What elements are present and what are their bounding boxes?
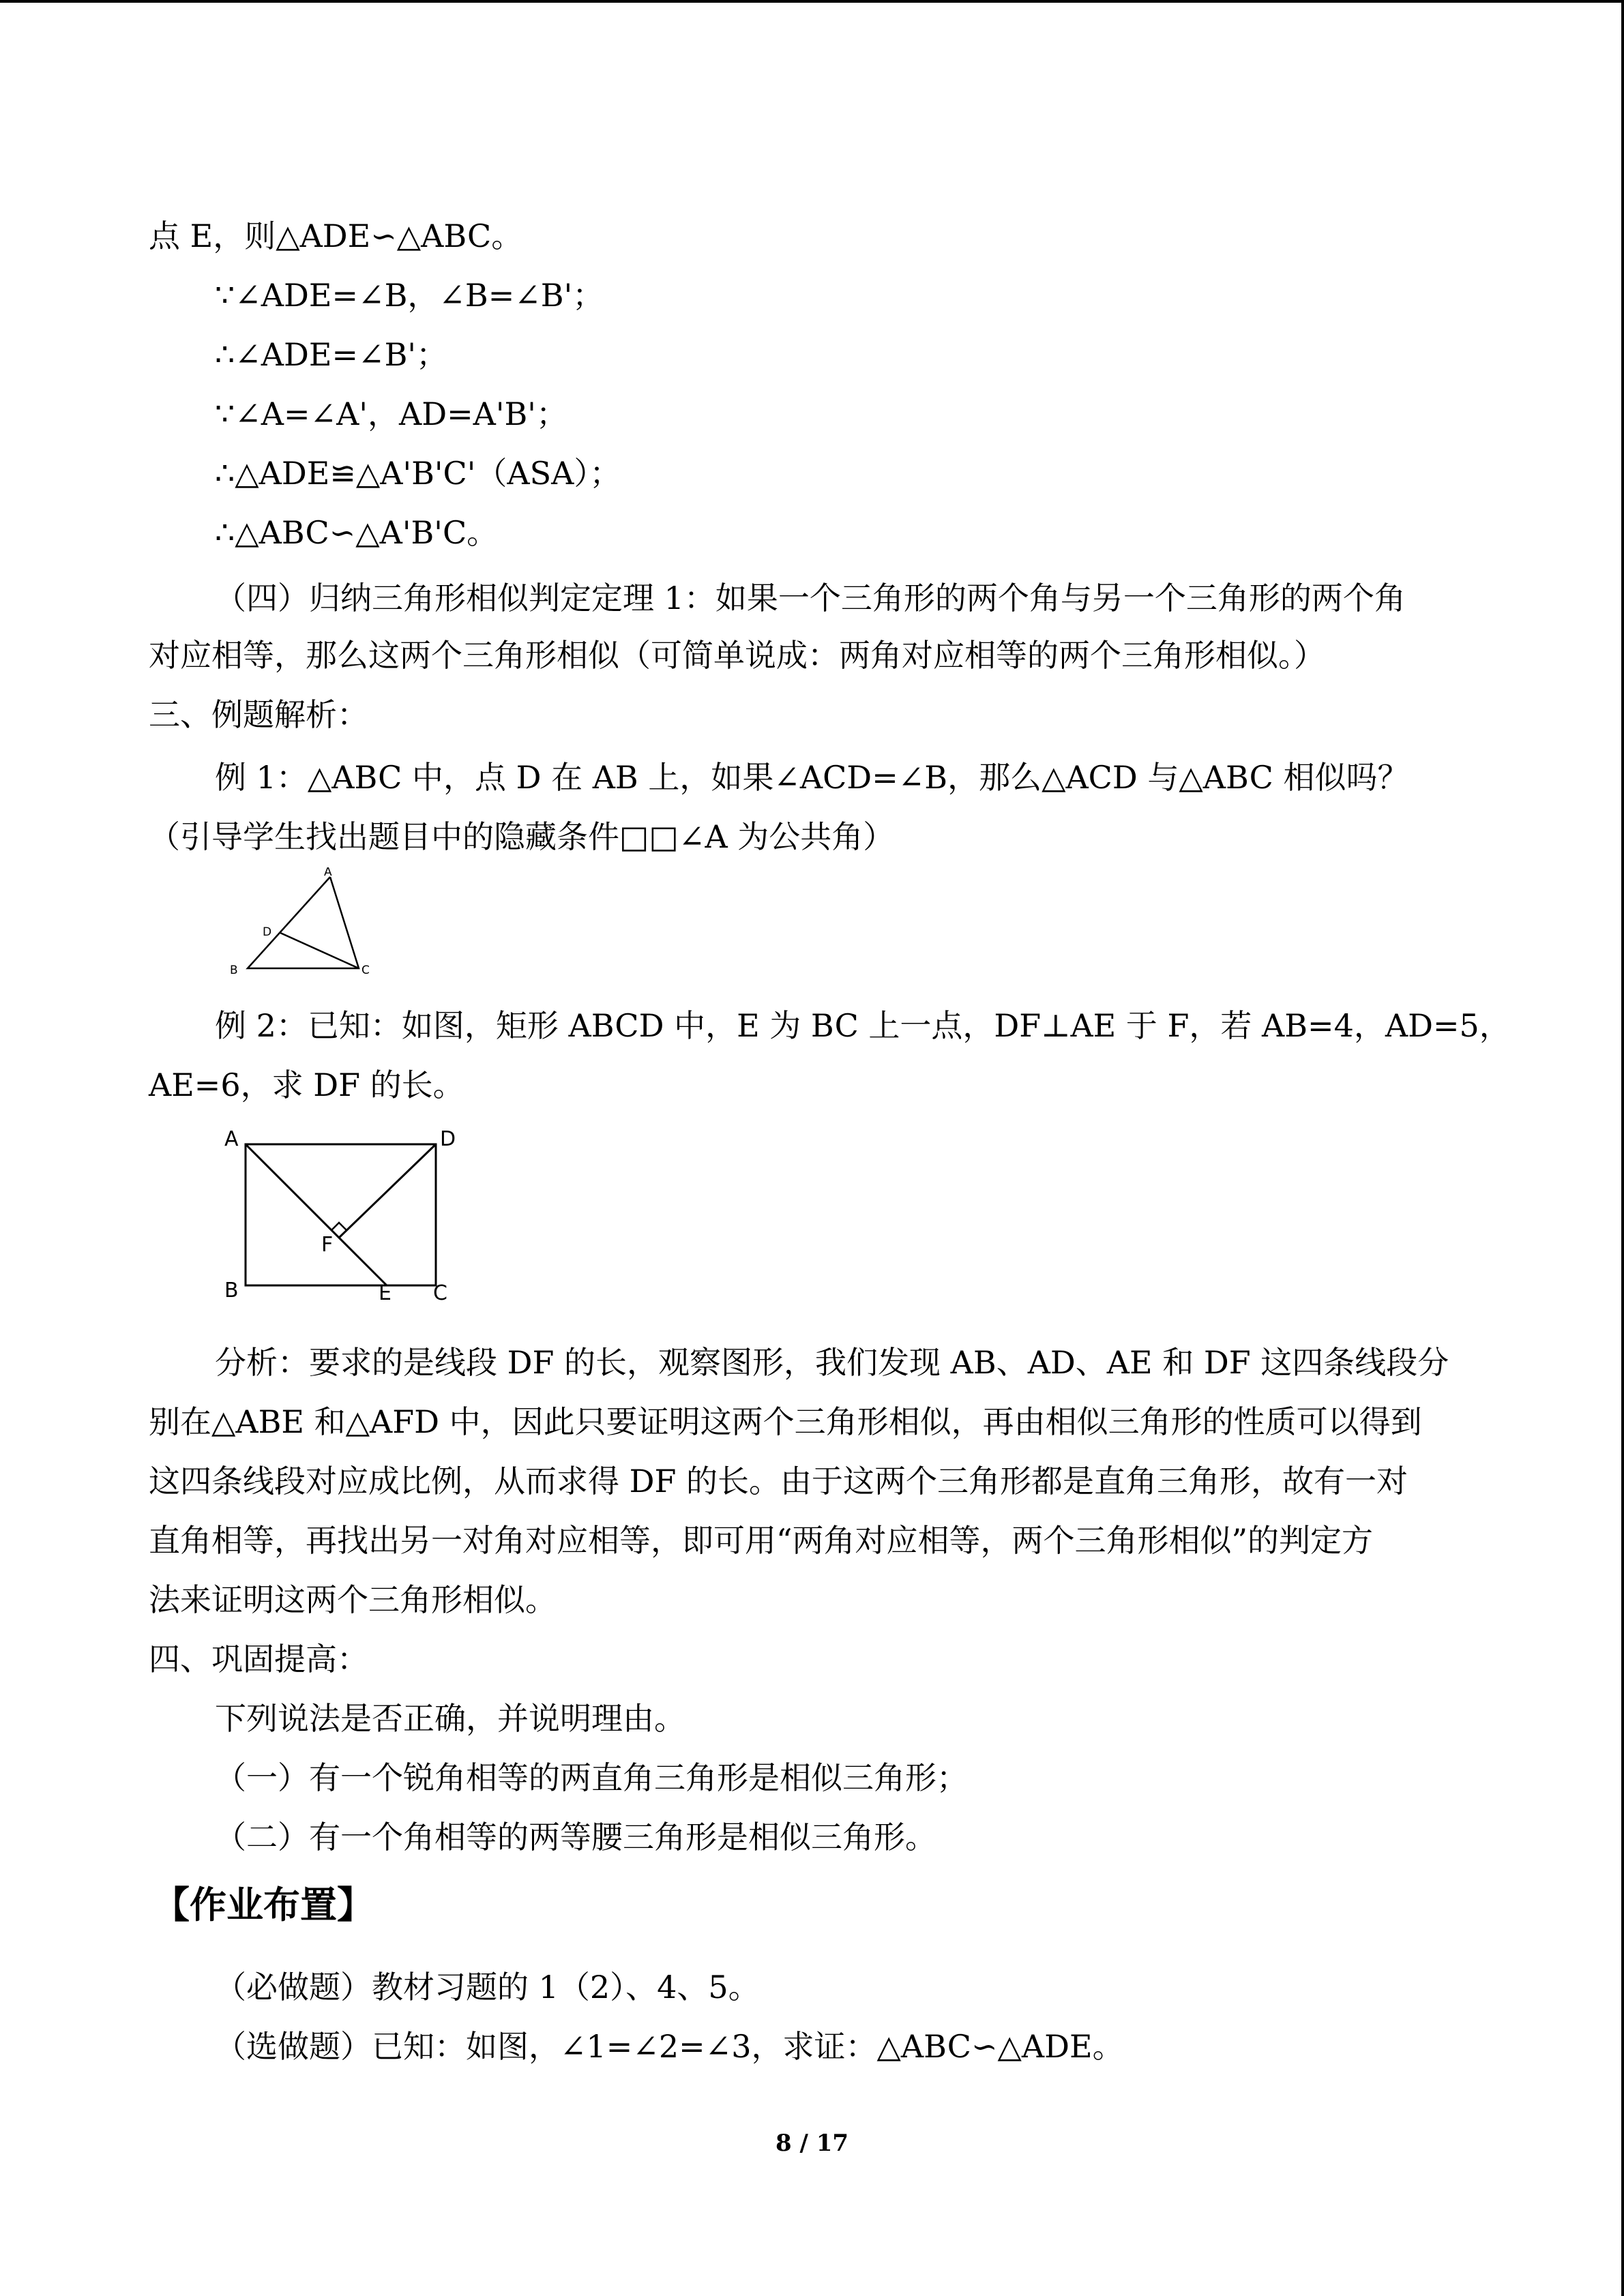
analysis-line: 分析：要求的是线段 DF 的长，观察图形，我们发现 AB、AD、AE 和 DF 这四条线段分: [215, 1344, 1449, 1381]
segment-df: [339, 1144, 436, 1238]
proof-line: ∴△ABC∽△A'B'C。: [215, 514, 499, 551]
proof-line: ∴△ADE≌△A'B'C'（ASA）；: [215, 455, 621, 492]
segment-cd: [280, 933, 359, 968]
proof-line: ∴∠ADE=∠B'；: [215, 336, 448, 373]
analysis-line: 直角相等，再找出另一对角对应相等，即可用“两角对应相等，两个三角形相似”的判定方: [149, 1522, 1374, 1559]
label-b: B: [230, 964, 238, 977]
figure-triangle-abc: [222, 867, 379, 983]
label-d: D: [263, 925, 272, 939]
right-angle-mark: [331, 1223, 346, 1230]
example-1-hint: （引导学生找出题目中的隐藏条件□□∠A 为公共角）: [149, 818, 895, 855]
homework-heading: 【作业布置】: [153, 1883, 374, 1926]
proof-line: ∵∠A=∠A'，AD=A'B'；: [215, 396, 567, 432]
label-c: C: [361, 964, 370, 977]
section-title-consolidation: 四、巩固提高：: [149, 1641, 368, 1678]
page-number: 8 / 17: [775, 2130, 849, 2157]
label-c: C: [433, 1281, 447, 1305]
rectangle-outline: [246, 1144, 436, 1285]
label-d: D: [440, 1127, 456, 1151]
theorem-line: （四）归纳三角形相似判定定理 1：如果一个三角形的两个角与另一个三角形的两个角: [215, 580, 1406, 616]
label-e: E: [379, 1281, 392, 1305]
proof-line: ∵∠ADE=∠B，∠B=∠B'；: [215, 277, 604, 314]
segment-ae: [246, 1144, 387, 1285]
label-f: F: [321, 1233, 334, 1257]
exercise-item: （二）有一个角相等的两等腰三角形是相似三角形。: [215, 1819, 936, 1855]
example-2-line: AE=6，求 DF 的长。: [149, 1067, 464, 1103]
analysis-line: 这四条线段对应成比例，从而求得 DF 的长。由于这两个三角形都是直角三角形，故有一对: [149, 1463, 1408, 1500]
analysis-line: 法来证明这两个三角形相似。: [149, 1581, 557, 1618]
triangle-outline: [248, 877, 359, 968]
example-2-line: 例 2：已知：如图，矩形 ABCD 中，E 为 BC 上一点，DF⊥AE 于 F，若 AB=4，AD=5，: [215, 1007, 1511, 1044]
homework-optional: （选做题）已知：如图，∠1=∠2=∠3，求证：△ABC∽△ADE。: [215, 2028, 1124, 2065]
label-b: B: [224, 1279, 239, 1302]
figure-rectangle-abcd: [218, 1125, 471, 1309]
page-border-right: [1621, 0, 1624, 2296]
proof-line: 点 E，则△ADE∽△ABC。: [149, 218, 523, 254]
label-a: A: [224, 1127, 239, 1151]
label-a: A: [324, 867, 332, 879]
analysis-line: 别在△ABE 和△AFD 中，因此只要证明这两个三角形相似，再由相似三角形的性质可以得到: [149, 1403, 1422, 1440]
page-border-top: [0, 0, 1624, 3]
exercise-item: （一）有一个锐角相等的两直角三角形是相似三角形；: [215, 1759, 968, 1796]
exercise-prompt: 下列说法是否正确，并说明理由。: [215, 1700, 685, 1737]
example-1-line: 例 1：△ABC 中，点 D 在 AB 上，如果∠ACD=∠B，那么△ACD 与△ABC 相似吗？: [215, 759, 1409, 796]
theorem-line: 对应相等，那么这两个三角形相似（可简单说成：两角对应相等的两个三角形相似。）: [149, 637, 1325, 674]
homework-required: （必做题）教材习题的 1（2）、4、5。: [215, 1969, 760, 2006]
section-title-examples: 三、例题解析：: [149, 696, 368, 733]
